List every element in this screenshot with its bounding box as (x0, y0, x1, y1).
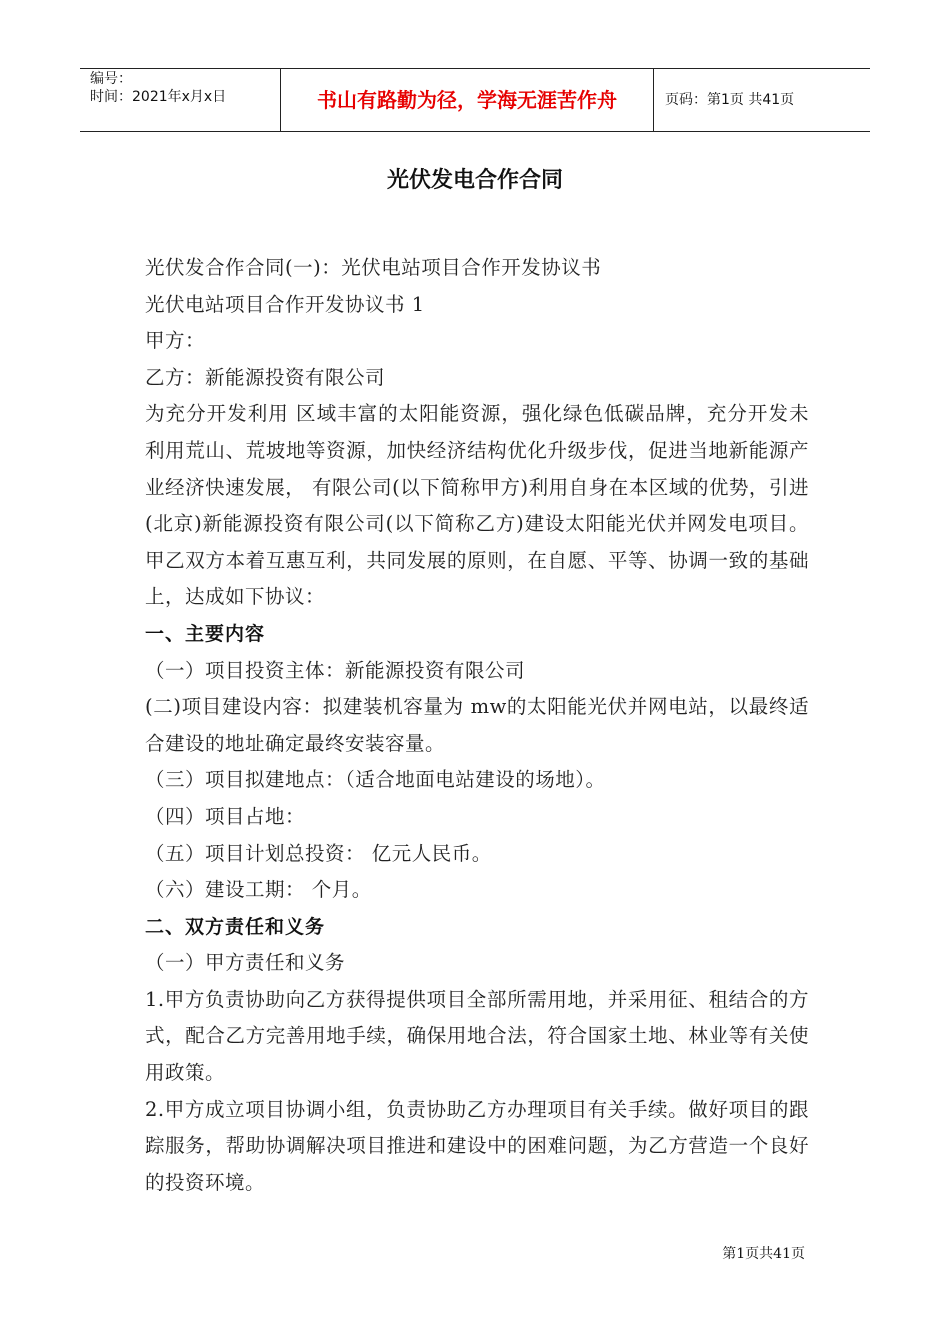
header-motto-cell (281, 69, 654, 131)
list-item: （四）项目占地： (145, 804, 306, 828)
subsection-heading-party-a: （一）甲方责任和义务 (145, 951, 346, 975)
header-meta-cell (80, 69, 281, 131)
paragraph-preamble: 为充分开发利用 区域丰富的太阳能资源，强化绿色低碳品牌，充分开发未利用荒山、荒坡地等资源，加快经济结构优化升级步伐，促进当地新能源产业经济快速发展， 有限公司(以下简称甲方)利用自身在本区域的优势，引进(北京)新能源投资有限公司(以下简称乙方)建设太阳能光伏并网发电项目。甲乙双方本着互惠互利，共同发展的原则，在自愿、平等、协调一致的基础上，达成如下协议： (145, 402, 809, 609)
paragraph-agreement-title: 光伏电站项目合作开发协议书 1 (145, 292, 425, 316)
header-page-cell (655, 69, 870, 131)
paragraph-contract-subtitle: 光伏发合作合同(一)：光伏电站项目合作开发协议书 (145, 256, 602, 279)
list-item: （一）项目投资主体：新能源投资有限公司 (145, 658, 526, 682)
list-item: 2.甲方成立项目协调小组，负责协助乙方办理项目有关手续。做好项目的跟踪服务，帮助协调解决项目推进和建设中的困难问题，为乙方营造一个良好的投资环境。 (145, 1097, 809, 1194)
paragraph-party-b: 乙方：新能源投资有限公司 (145, 365, 386, 389)
list-item: （六）建设工期： 个月。 (145, 878, 372, 902)
footer-page-number: 第1页共41页 (722, 1246, 805, 1262)
section-heading-responsibilities: 二、双方责任和义务 (145, 915, 326, 938)
document-date: 时间：2021年x月x日 (90, 89, 227, 105)
list-item: （三）项目拟建地点：（适合地面电站建设的场地）。 (145, 768, 606, 792)
document-number: 编号： (90, 71, 132, 87)
page-number: 页码：第1页 共41页 (665, 92, 795, 108)
paragraph-party-a: 甲方： (145, 329, 206, 353)
list-item: （五）项目计划总投资： 亿元人民币。 (145, 841, 492, 865)
list-item: 1.甲方负责协助向乙方获得提供项目全部所需用地，并采用征、租结合的方式，配合乙方完善用地手续，确保用地合法，符合国家土地、林业等有关使用政策。 (145, 987, 809, 1085)
motto: 书山有路勤为径，学海无涯苦作舟 (317, 88, 617, 112)
section-heading-main-content: 一、主要内容 (145, 622, 266, 645)
header-table (80, 68, 870, 132)
document-title: 光伏发电合作合同 (386, 168, 563, 193)
document-body (145, 250, 809, 1201)
list-item: (二)项目建设内容：拟建装机容量为 mw的太阳能光伏并网电站，以最终适合建设的地址确定最终安装容量。 (145, 695, 809, 755)
